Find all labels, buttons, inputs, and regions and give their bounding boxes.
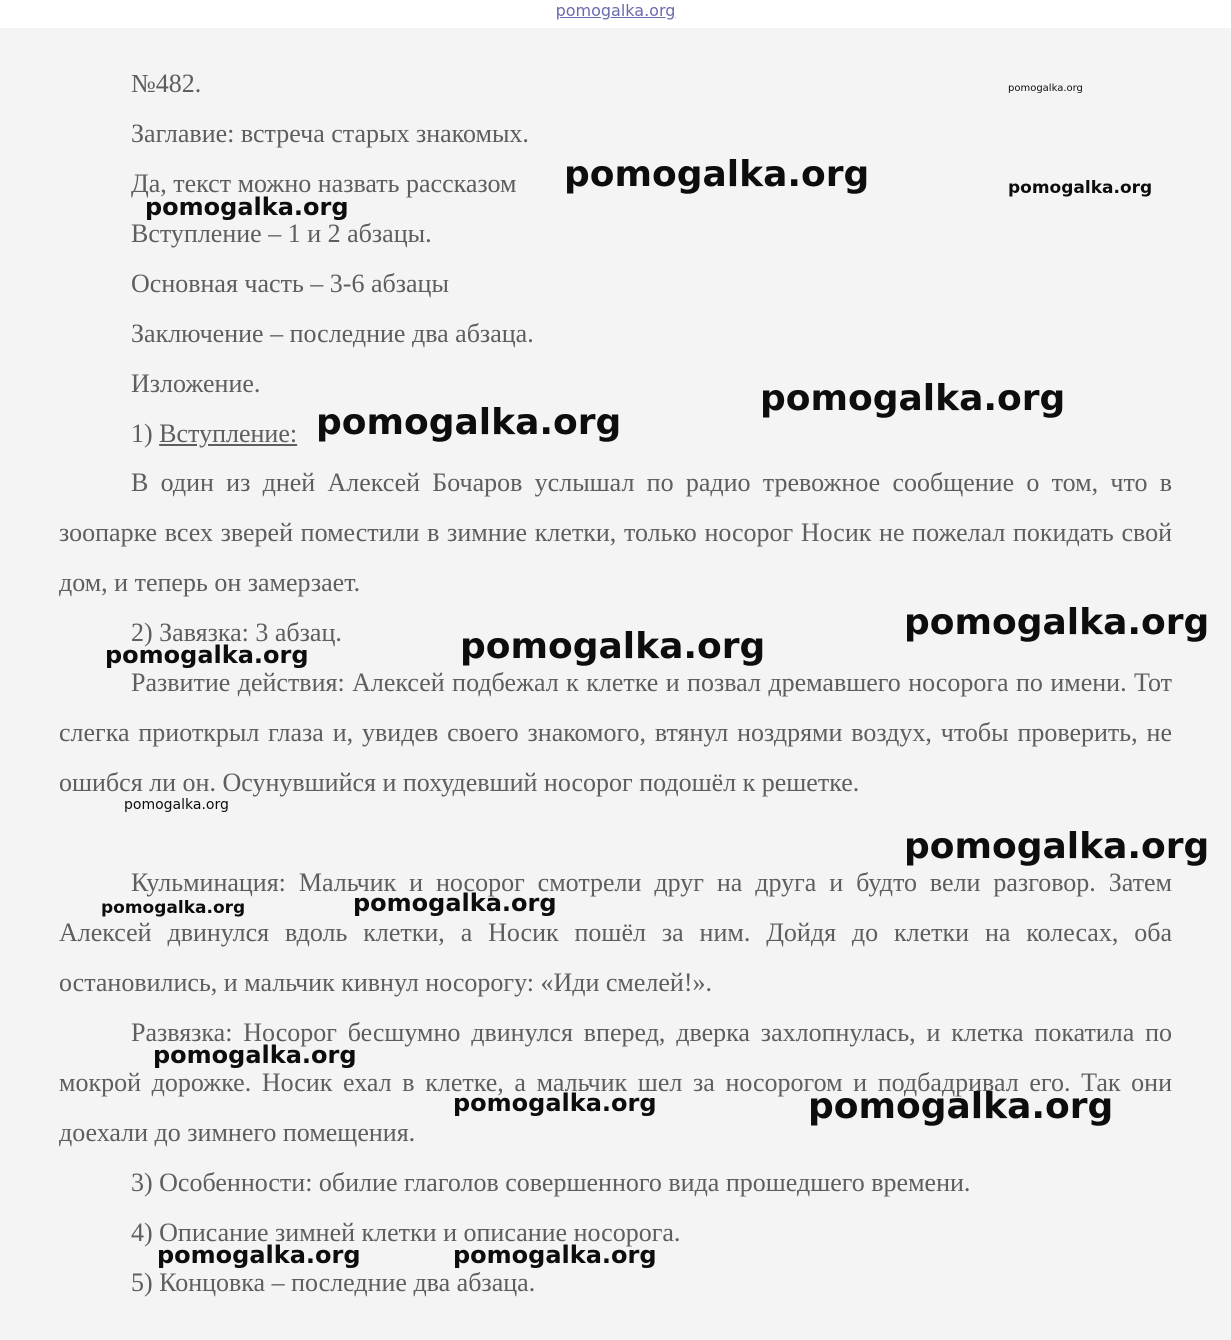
- item-1-prefix: 1): [131, 419, 153, 448]
- watermark: pomogalka.org: [564, 154, 870, 195]
- denouement-paragraph: Развязка: Носорог бесшумно двинулся вперед, дверка захлопнулась, и клетка покатила по мокрой дорожке. Носик ехал в клетке, а мальчик шел за носорогом и подбадривал его. Так они доехали до зимнего помещения.: [59, 1018, 1172, 1147]
- watermark: pomogalka.org: [145, 193, 349, 221]
- conclusion-line: Заключение – последние два абзаца.: [131, 319, 534, 348]
- item-1-heading: [131, 417, 297, 451]
- site-link[interactable]: pomogalka.org: [555, 1, 676, 20]
- title-line: Заглавие: встреча старых знакомых.: [131, 119, 529, 148]
- watermark: pomogalka.org: [124, 797, 229, 813]
- watermark: pomogalka.org: [904, 826, 1210, 867]
- watermark: pomogalka.org: [101, 898, 246, 918]
- development-paragraph: Развитие действия: Алексей подбежал к клетке и позвал дремавшего носорога по имени. Тот слегка приоткрыл глаза и, увидев своего знакомого, втянул ноздрями воздух, чтобы проверить, не ошибся ли он. Осунувшийся и похудевший носорог подошёл к решетке.: [59, 668, 1172, 797]
- story-line: Да, текст можно назвать рассказом: [131, 169, 517, 198]
- watermark: pomogalka.org: [808, 1086, 1114, 1127]
- watermark: pomogalka.org: [1008, 83, 1083, 94]
- watermark: pomogalka.org: [153, 1041, 357, 1069]
- exposition-label: Изложение.: [131, 369, 261, 398]
- watermark: pomogalka.org: [760, 378, 1066, 419]
- item-4-line: 4) Описание зимней клетки и описание носорога.: [131, 1218, 681, 1247]
- watermark: pomogalka.org: [904, 602, 1210, 643]
- climax-paragraph: Кульминация: Мальчик и носорог смотрели друг на друга и будто вели разговор. Затем Алексей двинулся вдоль клетки, а Носик пошёл за ним. Дойдя до клетки на колесах, оба остановились, и мальчик кивнул носорогу: «Иди смелей!».: [59, 868, 1172, 997]
- item-5-line: 5) Концовка – последние два абзаца.: [131, 1268, 536, 1297]
- item-3-line: 3) Особенности: обилие глаголов совершенного вида прошедшего времени.: [131, 1168, 971, 1197]
- item-2-line: 2) Завязка: 3 абзац.: [131, 618, 342, 647]
- exercise-number: №482.: [131, 69, 202, 98]
- intro-paragraph: В один из дней Алексей Бочаров услышал по радио тревожное сообщение о том, что в зоопарке всех зверей поместили в зимние клетки, только носорог Носик не пожелал покидать свой дом, и теперь он замерзает.: [59, 468, 1172, 597]
- watermark: pomogalka.org: [453, 1089, 657, 1117]
- watermark: pomogalka.org: [316, 402, 622, 443]
- watermark: pomogalka.org: [1008, 178, 1153, 198]
- watermark: pomogalka.org: [353, 889, 557, 917]
- watermark: pomogalka.org: [105, 641, 309, 669]
- main-part-line: Основная часть – 3-6 абзацы: [131, 269, 449, 298]
- watermark: pomogalka.org: [453, 1241, 657, 1269]
- intro-line: Вступление – 1 и 2 абзацы.: [131, 219, 432, 248]
- watermark: pomogalka.org: [157, 1241, 361, 1269]
- item-1-label: Вступление:: [159, 419, 298, 448]
- watermark: pomogalka.org: [460, 626, 766, 667]
